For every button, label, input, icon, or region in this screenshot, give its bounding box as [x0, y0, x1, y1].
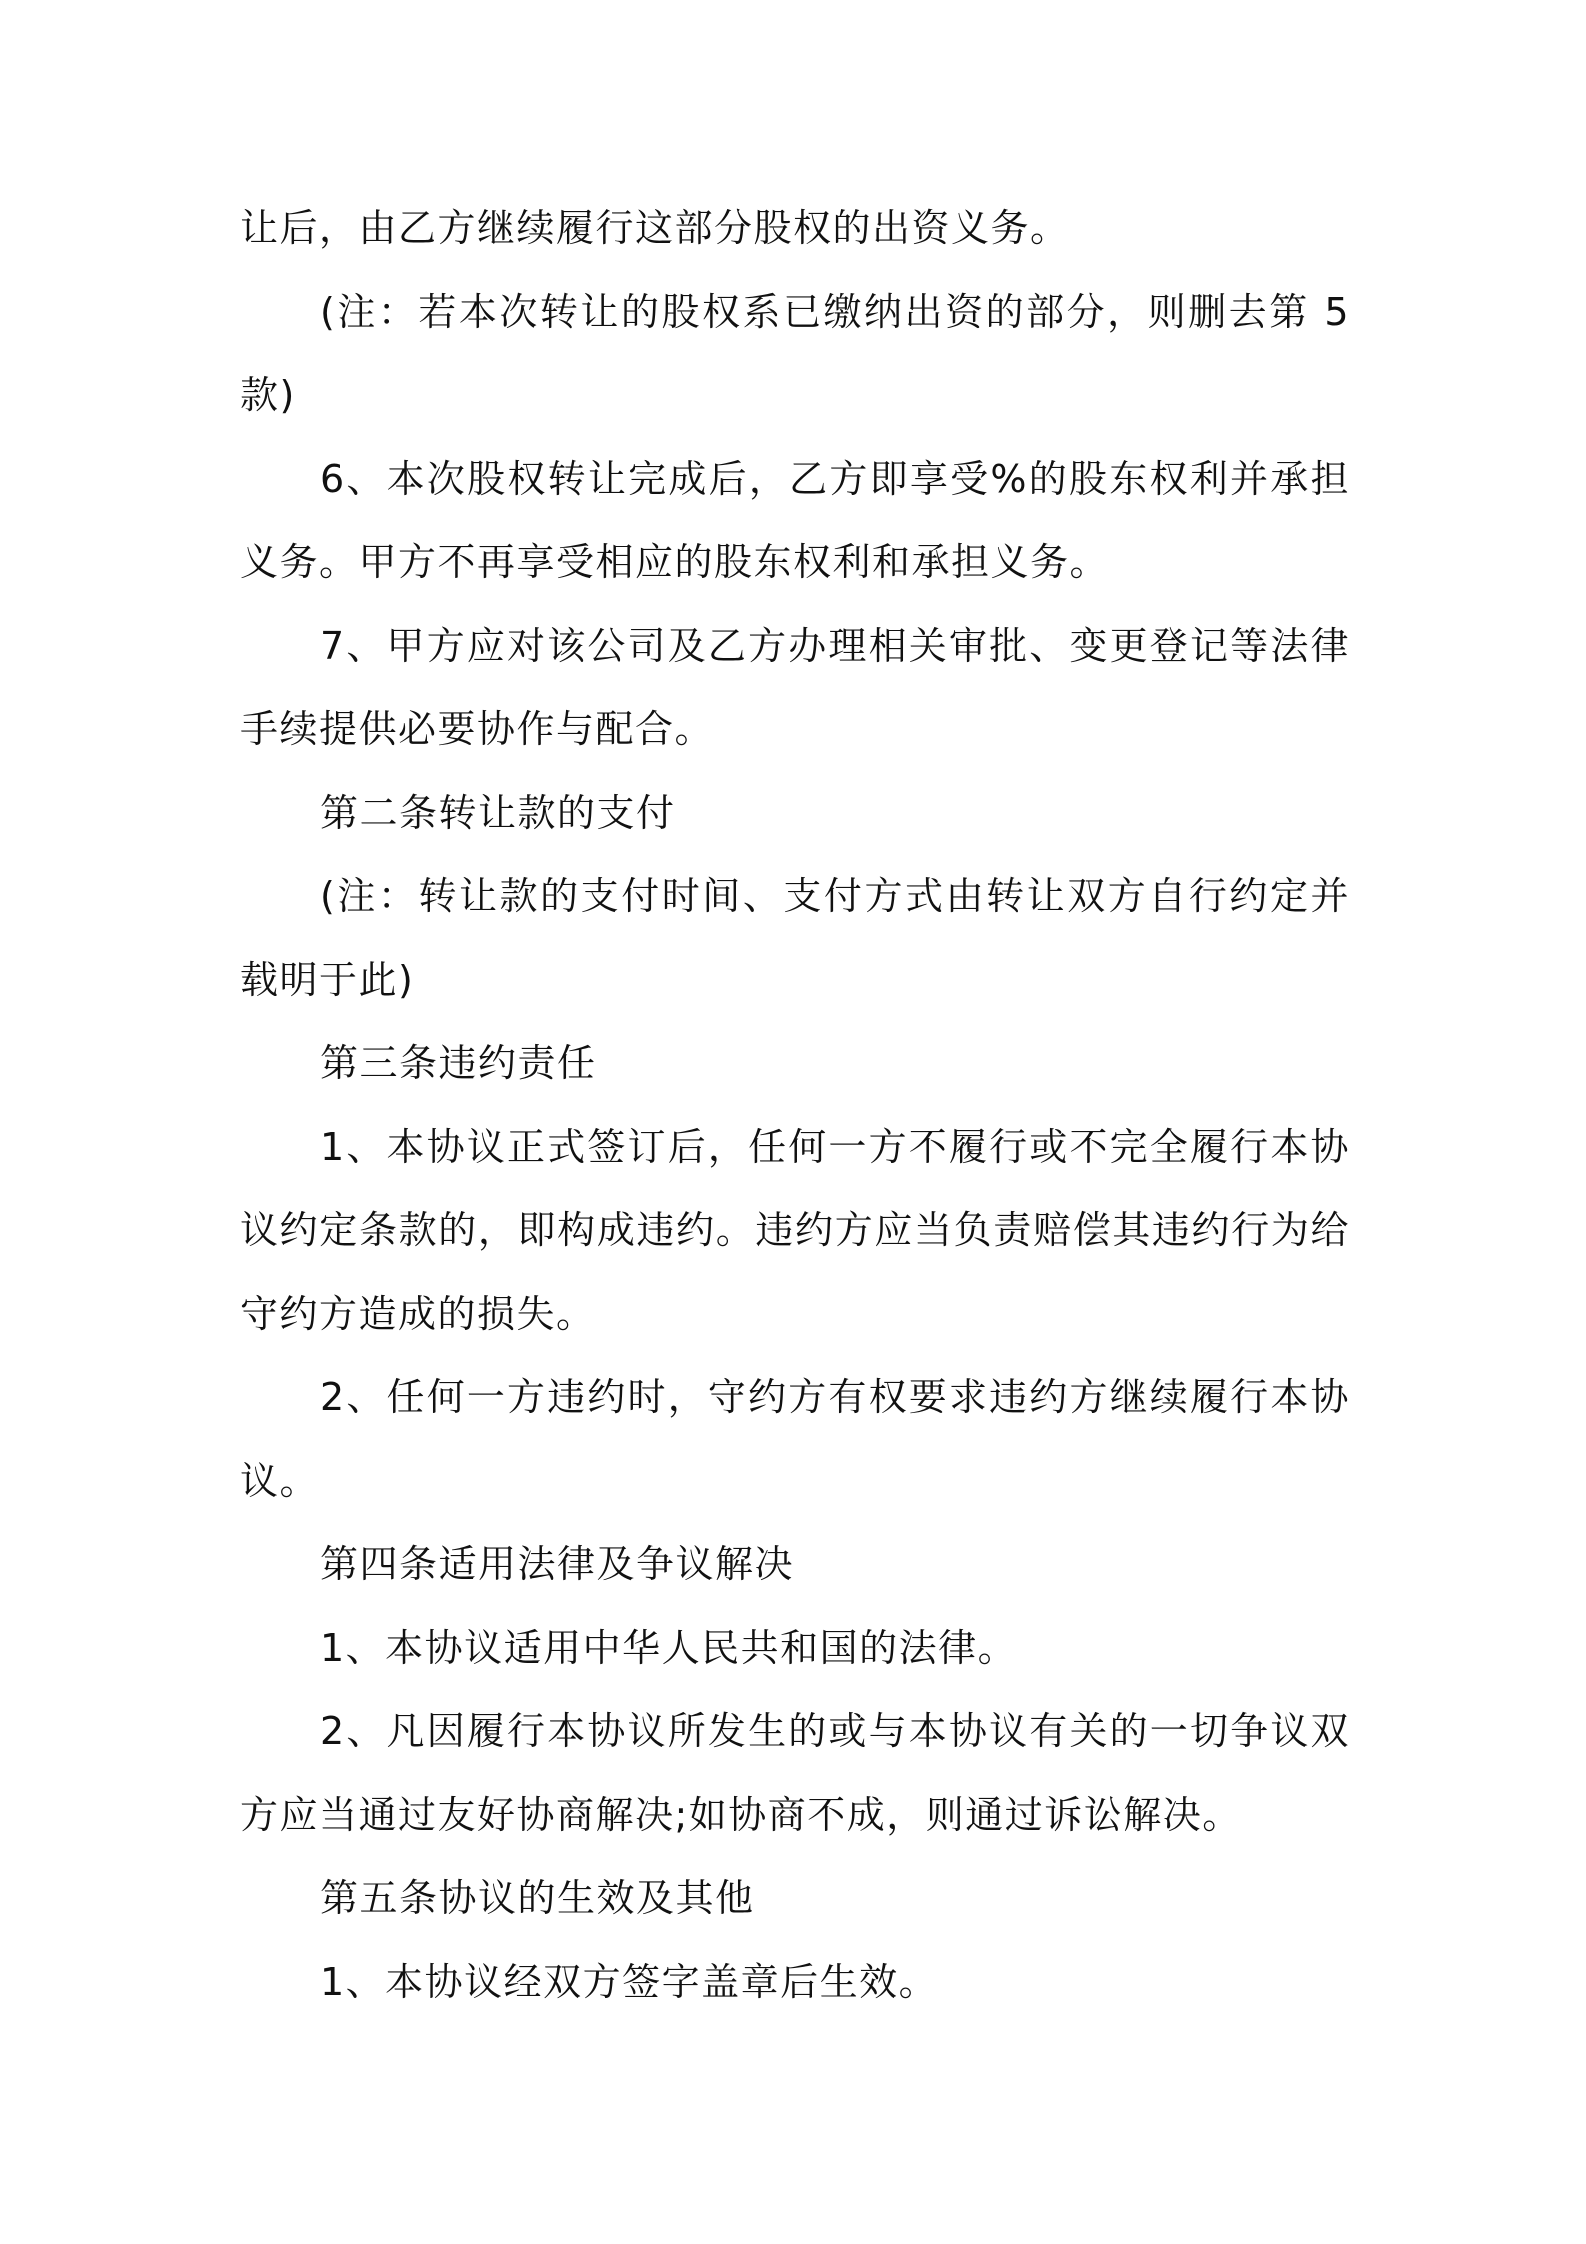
paragraph-transfer-continuation: 让后，由乙方继续履行这部分股权的出资义务。: [240, 206, 1070, 250]
paragraph-clause-6: 6、本次股权转让完成后，乙方即享受%的股东权利并承担义务。甲方不再享受相应的股东权利和承担义务。: [240, 456, 1350, 584]
paragraph-law-1: 1、本协议适用中华人民共和国的法律。: [320, 1625, 1018, 1670]
paragraph-law-2: 2、凡因履行本协议所发生的或与本协议有关的一切争议双方应当通过友好协商解决;如协商不成，则通过诉讼解决。: [240, 1709, 1350, 1837]
paragraph-breach-1: 1、本协议正式签订后，任何一方不履行或不完全履行本协议约定条款的，即构成违约。违约方应当负责赔偿其违约行为给守约方造成的损失。: [240, 1124, 1350, 1336]
section-heading-article-5: 第五条协议的生效及其他: [320, 1876, 755, 1920]
section-heading-article-2: 第二条转让款的支付: [320, 790, 676, 835]
section-heading-article-4: 第四条适用法律及争议解决: [320, 1542, 795, 1586]
section-heading-article-3: 第三条违约责任: [320, 1041, 597, 1085]
paragraph-note-payment: (注：转让款的支付时间、支付方式由转让双方自行约定并载明于此): [240, 874, 1350, 1002]
document-body: [240, 187, 1350, 2024]
paragraph-note-paid-capital: (注：若本次转让的股权系已缴纳出资的部分，则删去第 5 款): [240, 289, 1350, 417]
paragraph-effect-1: 1、本协议经双方签字盖章后生效。: [320, 1959, 939, 2004]
paragraph-breach-2: 2、任何一方违约时，守约方有权要求违约方继续履行本协议。: [240, 1375, 1350, 1503]
paragraph-clause-7: 7、甲方应对该公司及乙方办理相关审批、变更登记等法律手续提供必要协作与配合。: [240, 623, 1350, 751]
